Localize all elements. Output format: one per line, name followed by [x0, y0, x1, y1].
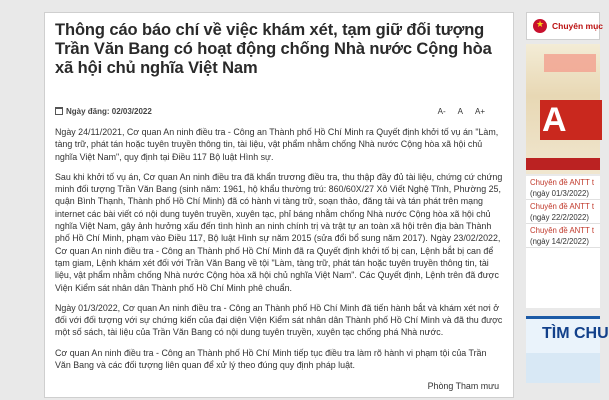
article-signature: Phòng Tham mưu	[427, 381, 499, 392]
banner-decoration	[544, 54, 596, 72]
sidebar-header-label: Chuyên mục	[552, 21, 604, 31]
article-paragraph: Cơ quan An ninh điều tra - Công an Thành phố Hồ Chí Minh tiếp tục điều tra làm rõ hành vi phạm tội của Trần Văn Bang và các đối tượng liên quan để xử lý theo đúng quy định pháp luật.	[55, 347, 487, 371]
sidebar-item-title: Chuyên đề ANTT t	[530, 226, 594, 235]
sidebar-item-date: (ngày 22/2/2022)	[530, 213, 589, 222]
sidebar-item-title: Chuyên đề ANTT t	[530, 178, 594, 187]
sidebar-banner[interactable]	[526, 44, 600, 174]
font-decrease-button[interactable]: A-	[437, 106, 446, 116]
sidebar	[526, 12, 609, 400]
sidebar-item-antt-1402[interactable]	[526, 224, 600, 248]
sidebar-list	[526, 176, 600, 248]
sidebar-item-title: Chuyên đề ANTT t	[530, 202, 594, 211]
sidebar-item-date: (ngày 14/2/2022)	[530, 237, 589, 246]
article-meta	[55, 104, 503, 118]
article-panel	[44, 12, 514, 398]
font-size-controls	[438, 107, 485, 116]
sidebar-item-date: (ngày 01/3/2022)	[530, 189, 589, 198]
sidebar-header[interactable]	[526, 12, 604, 40]
police-emblem-icon	[533, 19, 547, 33]
sidebar-promo-image	[526, 353, 600, 383]
publish-date-label: Ngày đăng: 02/03/2022	[66, 106, 152, 116]
article-paragraph: Sau khi khởi tố vụ án, Cơ quan An ninh điều tra đã khẩn trương điều tra, thu thập đầy đủ tài liệu, chứng cứ chứng minh đối tượng Trần Văn Bang (sinh năm: 1961, hộ khẩu thường trú: 860/60X/27 Xô Viết Nghệ Tĩnh, Phường 25, quận Bình Thạnh, Thành phố Hồ Chí Minh) đã có hành vi tàng trữ, soạn thảo, đăng tải và tán phát trên mạng internet các bài viết có nội dung tuyên truyền, xuyên tạc, phỉ báng nhằm chống Nhà nước Cộng hòa xã hội chủ nghĩa Việt Nam, gây ảnh hưởng xấu đến tình hình an ninh chính trị và trật tự an toàn xã hội trên địa bàn Thành phố Hồ Chí Minh, phạm vào Điều 117, Bộ luật Hình sự năm 2015 (sửa đổi bổ sung năm 2017). Ngày 23/02/2022, Cơ quan An ninh điều tra - Công an Thành phố Hồ Chí Minh đã ra Quyết định khởi tố bị can, Lệnh bắt bị can để tạm giam, Lệnh khám xét đối với Trần Văn Bang về tội "Làm, tàng trữ, phát tán hoặc tuyên truyền thông tin, tài liệu, vật phẩm nhằm chống Nhà nước Cộng hòa xã hội chủ nghĩa Việt Nam". Các Quyết định, Lệnh trên đã được Viện Kiểm sát nhân dân Thành phố Hồ Chí Minh phê chuẩn.	[55, 171, 503, 293]
calendar-icon	[55, 107, 63, 115]
font-reset-button[interactable]: A	[457, 106, 463, 116]
sidebar-item-antt-2202[interactable]	[526, 200, 600, 224]
article-title: Thông cáo báo chí về việc khám xét, tạm giữ đối tượng Trần Văn Bang có hoạt động chống Nhà nước Cộng hòa xã hội chủ nghĩa Việt Nam	[55, 21, 492, 77]
banner-strip	[526, 158, 600, 170]
font-increase-button[interactable]: A+	[474, 106, 485, 116]
article-paragraph: Ngày 01/3/2022, Cơ quan An ninh điều tra - Công an Thành phố Hồ Chí Minh đã tiến hành bắt và khám xét nơi ở đối với đối tượng với sự chứng kiến của đại diện Viện Kiểm sát nhân dân Thành phố Hồ Chí Minh và đã thu được một số sách, tài liệu của Trần Văn Bang có nội dung tuyên truyền, xuyên tạc chống phá Nhà nước.	[55, 302, 503, 338]
publish-date	[55, 107, 152, 116]
banner-letter: A	[540, 100, 602, 140]
sidebar-promo-banner[interactable]: TÌM CHU	[526, 316, 600, 353]
sidebar-item-antt-0103[interactable]	[526, 176, 600, 200]
sidebar-spacer	[526, 248, 600, 308]
article-paragraph: Ngày 24/11/2021, Cơ quan An ninh điều tra - Công an Thành phố Hồ Chí Minh ra Quyết định khởi tố vụ án "Làm, tàng trữ, phát tán hoặc tuyên truyền thông tin, tài liệu, vật phẩm nhằm chống Nhà nước Cộng hòa xã hội chủ nghĩa Việt Nam", quy định tại Điều 117 Bộ luật Hình sự.	[55, 127, 499, 162]
